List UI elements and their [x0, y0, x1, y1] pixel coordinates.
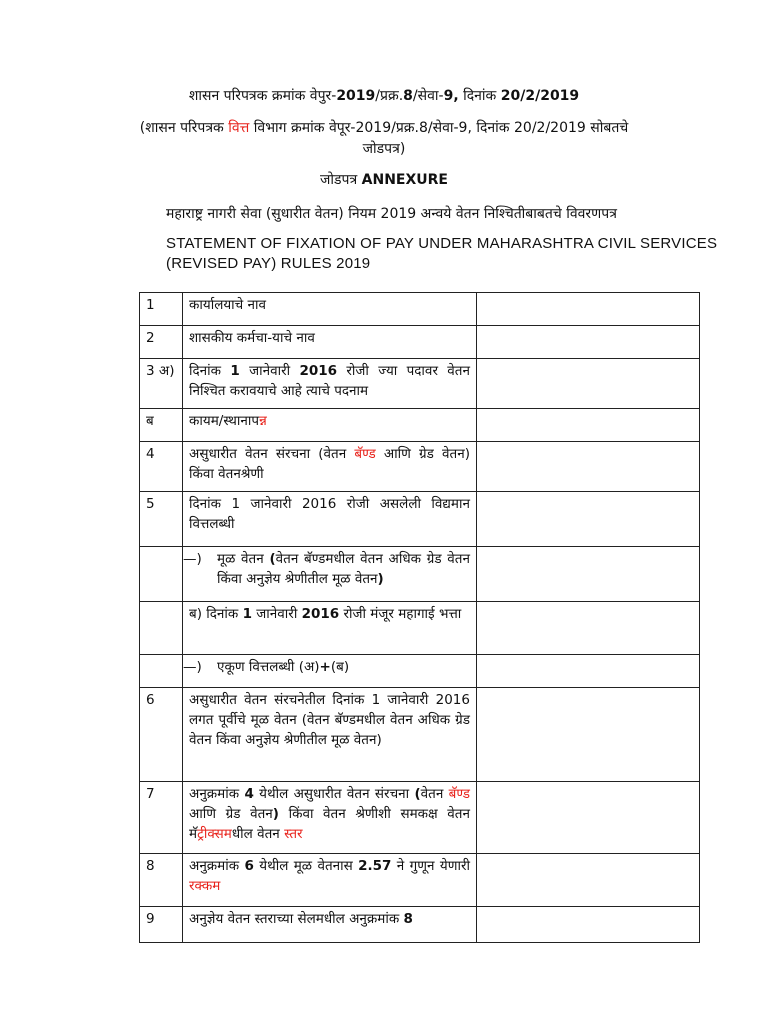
- table-row: [140, 907, 700, 943]
- table-row: [140, 359, 700, 409]
- row-description: [183, 655, 477, 688]
- desc-text: कायम/स्थानाप: [189, 413, 260, 429]
- annexure-label-en: ANNEXURE: [361, 172, 448, 188]
- finance-department-word: वित्त: [228, 120, 250, 136]
- desc-text: वेतन: [420, 786, 449, 802]
- sub-item-text: [217, 657, 349, 677]
- row-description: कार्यालयाचे नाव: [183, 293, 477, 326]
- row-value-cell: [477, 907, 700, 943]
- desc-text: वेतन बॅण्डमधील वेतन अधिक ग्रेड वेतन किंवा अनुज्ञेय श्रेणीतील मूळ वेतन: [217, 551, 470, 587]
- row-number: 4: [140, 442, 183, 492]
- circular-ref-text: /सेवा-: [412, 88, 444, 104]
- row-value-cell: [477, 854, 700, 907]
- desc-text: अनुज्ञेय वेतन स्तराच्या सेलमधील अनुक्रमांक: [189, 911, 404, 927]
- desc-text: रोजी मंजूर महागाई भत्ता: [339, 606, 462, 622]
- row-value-cell: [477, 688, 700, 782]
- row-value-cell: [477, 547, 700, 602]
- row-number: 6: [140, 688, 183, 782]
- row-value-cell: [477, 359, 700, 409]
- row-description: [183, 602, 477, 655]
- desc-text: किंवा वेतन श्रेणीशी समकक्ष वेतन मॅ: [189, 806, 470, 842]
- desc-bold: 2.57: [358, 858, 392, 874]
- row-description: [183, 442, 477, 492]
- desc-text: आणि ग्रेड वेतन: [189, 806, 273, 822]
- desc-text: जानेवारी: [252, 606, 302, 622]
- table-row: [140, 326, 700, 359]
- row-number: [140, 602, 183, 655]
- row-description: [183, 359, 477, 409]
- statement-text-en: (REVISED PAY) RULES 2019: [166, 255, 371, 272]
- annexure-title: [0, 170, 768, 190]
- circular-reference-line: [0, 86, 768, 106]
- row-description: दिनांक 1 जानेवारी 2016 रोजी असलेली विद्यमान वित्तलब्धी: [183, 492, 477, 547]
- desc-text: असुधारीत वेतन संरचना (वेतन: [189, 446, 355, 462]
- desc-text: आणि ग्रेड वेतन) किंवा वेतनश्रेणी: [189, 446, 470, 482]
- desc-text: ब) दिनांक: [189, 606, 243, 622]
- table-row: [140, 688, 700, 782]
- row-value-cell: [477, 492, 700, 547]
- desc-text: मूळ वेतन: [217, 551, 270, 567]
- desc-text: धील वेतन: [231, 826, 285, 842]
- pay-fixation-table: [139, 292, 700, 943]
- desc-bold: (: [414, 786, 421, 802]
- table-row: [140, 492, 700, 547]
- row-number: [140, 655, 183, 688]
- row-number: 9: [140, 907, 183, 943]
- sub-item-text: [217, 549, 470, 589]
- statement-text-en: STATEMENT OF FIXATION OF PAY UNDER MAHARASHTRA CIVIL SERVICES: [166, 235, 718, 252]
- row-number: [140, 547, 183, 602]
- desc-red: म: [223, 826, 232, 842]
- desc-text: येथील असुधारीत वेतन संरचना: [253, 786, 415, 802]
- row-number: 7: [140, 782, 183, 854]
- circular-ref-number: 9,: [443, 88, 459, 104]
- desc-bold: 8: [403, 911, 413, 927]
- circular-ref-text: शासन परिपत्रक क्रमांक वेपुर-: [188, 88, 337, 104]
- table-row: [140, 547, 700, 602]
- row-description: [183, 409, 477, 442]
- annexure-label-mr: जोडपत्र: [320, 172, 362, 188]
- row-number: 1: [140, 293, 183, 326]
- circular-ref-text: दिनांक: [458, 88, 501, 104]
- row-number: 2: [140, 326, 183, 359]
- attachment-note-line-2: [0, 139, 768, 159]
- desc-bold: (: [269, 551, 276, 567]
- table-row: [140, 854, 700, 907]
- circular-ref-text: /प्रक्र.: [375, 88, 404, 104]
- row-description: [183, 547, 477, 602]
- desc-bold: 1: [242, 606, 252, 622]
- row-value-cell: [477, 602, 700, 655]
- row-value-cell: [477, 782, 700, 854]
- desc-bold: 1: [230, 363, 240, 379]
- desc-text: एकूण वित्तलब्धी (अ): [217, 659, 320, 675]
- desc-red: ट्रीक्स: [197, 826, 224, 842]
- row-description: असुधारीत वेतन संरचनेतील दिनांक 1 जानेवारी 2016 लगत पूर्वीचे मूळ वेतन (वेतन बॅण्डमधील वेतन अधिक ग्रेड वेतन किंवा अनुज्ञेय श्रेणीतील मूळ वेतन): [183, 688, 477, 782]
- desc-text: जानेवारी: [239, 363, 300, 379]
- statement-title-english-1: [166, 234, 717, 254]
- circular-year: 2019: [336, 88, 376, 104]
- desc-red: बॅण्ड: [354, 446, 376, 462]
- desc-red: बॅण्ड: [448, 786, 471, 802]
- circular-date: 20/2/2019: [500, 88, 580, 104]
- table-row: [140, 293, 700, 326]
- desc-bold: +: [319, 659, 331, 675]
- row-value-cell: [477, 326, 700, 359]
- desc-bold: 2016: [299, 363, 338, 379]
- table-row: [140, 442, 700, 492]
- table-row: [140, 602, 700, 655]
- desc-text: अनुक्रमांक: [189, 858, 245, 874]
- desc-text: दिनांक: [189, 363, 231, 379]
- desc-red: स्तर: [284, 826, 303, 842]
- desc-text: अनुक्रमांक: [189, 786, 245, 802]
- attachment-note-text: जोडपत्र): [362, 141, 406, 157]
- desc-text: येथील मूळ वेतनास: [253, 858, 359, 874]
- desc-bold: ): [272, 806, 279, 822]
- desc-bold: 2016: [301, 606, 340, 622]
- row-description: [183, 907, 477, 943]
- attachment-note-text: (शासन परिपत्रक: [139, 120, 229, 136]
- row-description: शासकीय कर्मचा-याचे नाव: [183, 326, 477, 359]
- row-value-cell: [477, 293, 700, 326]
- table-row: [140, 655, 700, 688]
- desc-red: न्न: [259, 413, 267, 429]
- desc-text: ने गुणून येणारी: [391, 858, 470, 874]
- row-value-cell: [477, 442, 700, 492]
- row-description: [183, 854, 477, 907]
- sub-item-prefix: —): [183, 659, 202, 675]
- row-value-cell: [477, 409, 700, 442]
- desc-bold: 4: [244, 786, 254, 802]
- table-row: [140, 782, 700, 854]
- row-number: 8: [140, 854, 183, 907]
- statement-title-marathi: [166, 204, 617, 224]
- statement-title-english-2: [166, 254, 370, 274]
- desc-text: (ब): [330, 659, 350, 675]
- statement-text-mr: महाराष्ट्र नागरी सेवा (सुधारीत वेतन) नियम 2019 अन्वये वेतन निश्चितीबाबतचे विवरणपत्र: [166, 206, 617, 222]
- sub-item-prefix: —): [183, 551, 202, 567]
- row-description: [183, 782, 477, 854]
- row-number: ब: [140, 409, 183, 442]
- desc-bold: 6: [244, 858, 254, 874]
- circular-ref-number: 8: [403, 88, 413, 104]
- attachment-note-line: [0, 118, 768, 138]
- row-value-cell: [477, 655, 700, 688]
- desc-bold: ): [377, 571, 384, 587]
- row-number: 5: [140, 492, 183, 547]
- desc-red: रक्कम: [189, 878, 221, 894]
- row-number: 3 अ): [140, 359, 183, 409]
- desc-text: रोजी ज्या पदावर वेतन निश्चित करावयाचे आहे त्याचे पदनाम: [189, 363, 470, 399]
- table-row: [140, 409, 700, 442]
- attachment-note-text: विभाग क्रमांक वेपूर-2019/प्रक्र.8/सेवा-9, दिनांक 20/2/2019 सोबतचे: [249, 120, 629, 136]
